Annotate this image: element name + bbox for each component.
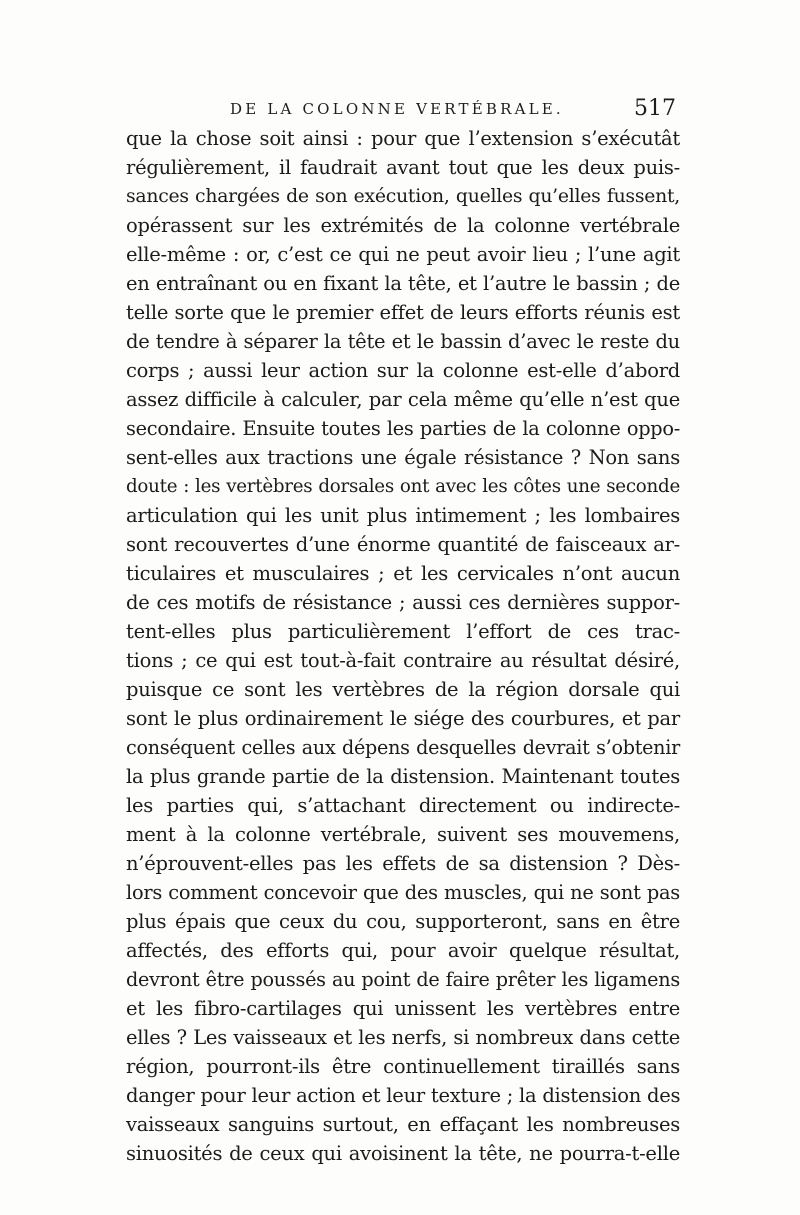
text-line: assez difficile à calculer, par cela même qu’elle n’est que [126,388,680,411]
text-line: doute : les vertèbres dorsales ont avec les côtes une seconde [126,476,680,497]
text-line: tions ; ce qui est tout-à-fait contraire au résultat désiré, [126,649,680,672]
text-line: et les fibro-cartilages qui unissent les vertèbres entre [126,997,680,1020]
text-line: sent-elles aux tractions une égale résistance ? Non sans [126,446,680,469]
text-line: articulation qui les unit plus intimement ; les lombaires [126,504,680,527]
text-line: tent-elles plus particulièrement l’effort de ces trac- [126,620,680,643]
text-line: telle sorte que le premier effet de leurs efforts réunis est [126,301,680,324]
text-line: sinuosités de ceux qui avoisinent la tête, ne pourra-t-elle [126,1142,680,1165]
text-line: sances chargées de son exécution, quelles qu’elles fussent, [126,186,680,207]
text-line: que la chose soit ainsi : pour que l’extension s’exécutât [126,127,680,150]
text-line: les parties qui, s’attachant directement ou indirecte- [126,794,680,817]
text-line: opérassent sur les extrémités de la colonne vertébrale [126,214,680,237]
text-line: de ces motifs de résistance ; aussi ces dernières suppor- [126,591,680,614]
running-title: DE LA COLONNE VERTÉBRALE. [230,100,564,118]
text-line: sont le plus ordinairement le siége des courbures, et par [126,707,680,730]
text-line: ment à la colonne vertébrale, suivent ses mouvemens, [126,823,680,846]
text-line: n’éprouvent-elles pas les effets de sa distension ? Dès- [126,852,680,875]
text-line: elles ? Les vaisseaux et les nerfs, si nombreux dans cette [126,1026,680,1049]
text-line: elle-même : or, c’est ce qui ne peut avoir lieu ; l’une agit [126,243,680,266]
body-text [126,124,680,1168]
text-line: en entraînant ou en fixant la tête, et l’autre le bassin ; de [126,272,680,295]
text-line: conséquent celles aux dépens desquelles devrait s’obtenir [126,736,680,759]
text-line: ticulaires et musculaires ; et les cervicales n’ont aucun [126,562,680,585]
text-line: corps ; aussi leur action sur la colonne est-elle d’abord [126,359,680,382]
text-line: lors comment concevoir que des muscles, qui ne sont pas [126,881,680,904]
text-line: vaisseaux sanguins surtout, en effaçant les nombreuses [126,1113,680,1136]
text-line: puisque ce sont les vertèbres de la région dorsale qui [126,678,680,701]
text-line: secondaire. Ensuite toutes les parties de la colonne oppo- [126,417,680,440]
text-line: de tendre à séparer la tête et le bassin d’avec le reste du [126,330,680,353]
text-line: régulièrement, il faudrait avant tout que les deux puis- [126,156,680,179]
text-line: sont recouvertes d’une énorme quantité de faisceaux ar- [126,533,680,556]
text-line: affectés, des efforts qui, pour avoir quelque résultat, [126,939,680,962]
text-line: devront être poussés au point de faire prêter les ligamens [126,968,680,991]
page-number: 517 [634,96,676,121]
text-line: danger pour leur action et leur texture ; la distension des [126,1084,681,1107]
text-line: plus épais que ceux du cou, supporteront, sans en être [126,910,680,933]
text-line: région, pourront-ils être continuellement tiraillés sans [126,1055,680,1078]
text-line: la plus grande partie de la distension. Maintenant toutes [126,765,680,788]
page-header [130,96,680,126]
